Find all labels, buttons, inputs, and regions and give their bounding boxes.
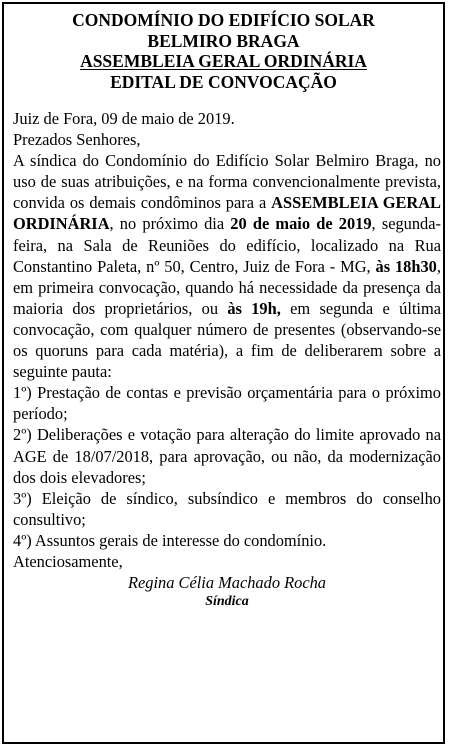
- main-text-d: , em primeira convocação, quando há necessidade da presença da maioria dos proprietários, ou: [13, 256, 441, 318]
- agenda-item-1: 1º) Prestação de contas e previsão orçamentária para o próximo período;: [13, 383, 441, 424]
- agenda-item-4: 4º) Assuntos gerais de interesse do condomínio.: [13, 530, 327, 550]
- second-call-time: às 19h,: [227, 298, 281, 318]
- notice-body: [13, 108, 441, 610]
- greeting: Prezados Senhores,: [13, 130, 141, 150]
- main-text-c: , segunda-feira, na Sala de Reuniões do edifício, localizado na Rua Constantino Paleta, nº 50, Centro, Juiz de Fora - MG,: [13, 214, 441, 276]
- notice-header: [4, 10, 443, 92]
- convocation-notice: [2, 2, 445, 744]
- meeting-date: 20 de maio de 2019: [230, 214, 372, 234]
- assembly-name: ASSEMBLEIA GERAL ORDINÁRIA: [13, 193, 441, 234]
- first-call-time: às 18h30: [375, 256, 437, 276]
- header-line-4: EDITAL DE CONVOCAÇÃO: [110, 71, 337, 92]
- header-line-2: BELMIRO BRAGA: [147, 30, 300, 51]
- date-line: Juiz de Fora, 09 de maio de 2019.: [13, 109, 235, 128]
- header-line-1: CONDOMÍNIO DO EDIFÍCIO SOLAR: [72, 10, 375, 30]
- agenda-item-3: 3º) Eleição de síndico, subsíndico e membros do conselho consultivo;: [13, 488, 441, 529]
- agenda-item-2: 2º) Deliberações e votação para alteração do limite aprovado na AGE de 18/07/2018, para aprovação, ou não, da modernização dos dois elevadores;: [13, 425, 441, 487]
- main-text-a: A síndica do Condomínio do Edifício Solar Belmiro Braga, no uso de suas atribuições, e na forma convencionalmente prevista, convida os demais condôminos para a: [13, 151, 441, 213]
- main-text-b: , no próximo dia: [109, 214, 231, 234]
- header-line-3: ASSEMBLEIA GERAL ORDINÁRIA: [80, 51, 367, 71]
- main-paragraph: [13, 150, 441, 382]
- signer-role: Síndica: [205, 594, 249, 610]
- closing: Atenciosamente,: [13, 551, 123, 571]
- main-text-e: em segunda e última convocação, com qualquer número de presentes (observando-se os quoruns para cada matéria), a fim de deliberarem sobre a seguinte pauta:: [13, 298, 441, 382]
- signature: Regina Célia Machado Rocha: [127, 573, 326, 593]
